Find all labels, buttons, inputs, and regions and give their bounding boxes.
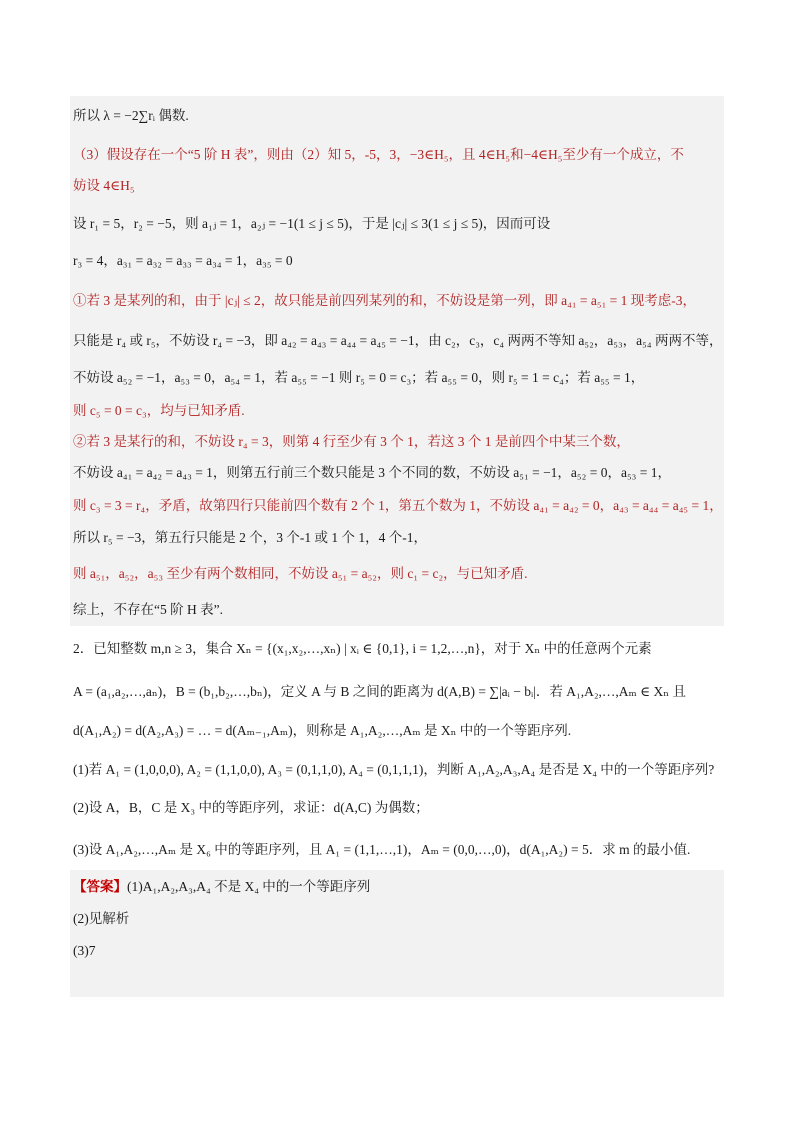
- solution-line-12: 则 c₃ = 3 = r₄，矛盾，故第四行只能前四个数有 2 个 1，第五个数为 1，不妨设 a₄₁ = a₄₂ = 0，a₄₃ = a₄₄ = a₄₅ = 1，: [73, 498, 723, 513]
- solution-line-15: 综上，不存在“5 阶 H 表”.: [73, 602, 223, 617]
- problem-line-3: d(A₁,A₂) = d(A₂,A₃) = … = d(Aₘ₋₁,Aₘ)，则称是 A₁,A₂,…,Aₘ 是 Xₙ 中的一个等距序列.: [73, 723, 572, 738]
- answer-tag: 【答案】: [73, 879, 127, 894]
- problem-line-5: (2)设 A，B，C 是 X₃ 中的等距序列，求证：d(A,C) 为偶数；: [73, 800, 429, 815]
- solution-line-11: 不妨设 a₄₁ = a₄₂ = a₄₃ = 1，则第五行前三个数只能是 3 个不同的数，不妨设 a₅₁ = −1，a₅₂ = 0，a₅₃ = 1，: [73, 465, 671, 480]
- solution-line-14: 则 a₅₁，a₅₂，a₅₃ 至少有两个数相同，不妨设 a₅₁ = a₅₂，则 c₁ = c₂，与已知矛盾.: [73, 566, 528, 581]
- solution-line-6: ①若 3 是某列的和，由于 |cⱼ| ≤ 2，故只能是前四列某列的和，不妨设是第一列，即 a₄₁ = a₅₁ = 1 现考虑-3，: [73, 293, 697, 308]
- answer-line-3: (3)7: [73, 943, 96, 958]
- solution-line-8: 不妨设 a₅₂ = −1，a₅₃ = 0，a₅₄ = 1，若 a₅₅ = −1 则 r₅ = 0 = c₃；若 a₅₅ = 0，则 r₅ = 1 = c₄；若 a₅₅ = 1，: [73, 370, 645, 385]
- solution-line-10: ②若 3 是某行的和，不妨设 r₄ = 3，则第 4 行至少有 3 个 1，若这 3 个 1 是前四个中某三个数，: [73, 434, 630, 449]
- answer-1: (1)A₁,A₂,A₃,A₄ 不是 X₄ 中的一个等距序列: [127, 879, 371, 894]
- solution-line-13: 所以 r₅ = −3，第五行只能是 2 个，3 个-1 或 1 个 1，4 个-1，: [73, 530, 428, 545]
- solution-line-5: r₃ = 4，a₃₁ = a₃₂ = a₃₃ = a₃₄ = 1，a₃₅ = 0: [73, 253, 293, 268]
- problem-line-1: 2．已知整数 m,n ≥ 3，集合 Xₙ = {(x₁,x₂,…,xₙ) | xᵢ ∈ {0,1}, i = 1,2,…,n}，对于 Xₙ 中的任意两个元素: [73, 641, 652, 656]
- answer-line-1: [73, 877, 370, 897]
- solution-line-7: 只能是 r₄ 或 r₅，不妨设 r₄ = −3，即 a₄₂ = a₄₃ = a₄₄ = a₄₅ = −1，由 c₂，c₃，c₄ 两两不等知 a₅₂，a₅₃，a₅₄ 两两不等，: [73, 333, 723, 348]
- solution-line-9: 则 c₅ = 0 = c₃，均与已知矛盾.: [73, 403, 245, 418]
- solution-line-1: 所以 λ = −2∑rᵢ 偶数.: [73, 108, 189, 123]
- answer-line-2: (2)见解析: [73, 911, 130, 926]
- problem-line-2: A = (a₁,a₂,…,aₙ)，B = (b₁,b₂,…,bₙ)，定义 A 与 B 之间的距离为 d(A,B) = ∑|aᵢ − bᵢ|．若 A₁,A₂,…,Aₘ ∈ Xₙ 且: [73, 684, 687, 699]
- solution-line-4: 设 r₁ = 5，r₂ = −5，则 a₁ⱼ = 1，a₂ⱼ = −1(1 ≤ j ≤ 5)，于是 |cⱼ| ≤ 3(1 ≤ j ≤ 5)，因而可设: [73, 216, 551, 231]
- problem-line-6: (3)设 A₁,A₂,…,Aₘ 是 X₆ 中的等距序列，且 A₁ = (1,1,…,1)，Aₘ = (0,0,…,0)，d(A₁,A₂) = 5．求 m 的最小值.: [73, 842, 691, 857]
- solution-line-2: （3）假设存在一个“5 阶 H 表”，则由（2）知 5，-5，3，−3∈H₅，且 4∈H₅和−4∈H₅至少有一个成立，不: [73, 147, 684, 162]
- solution-line-3: 妨设 4∈H₅: [73, 178, 135, 193]
- problem-line-4: (1)若 A₁ = (1,0,0,0), A₂ = (1,1,0,0), A₃ = (0,1,1,0), A₄ = (0,1,1,1)，判断 A₁,A₂,A₃,A₄ 是否是 X₄ 中的一个等距序列?: [73, 762, 715, 777]
